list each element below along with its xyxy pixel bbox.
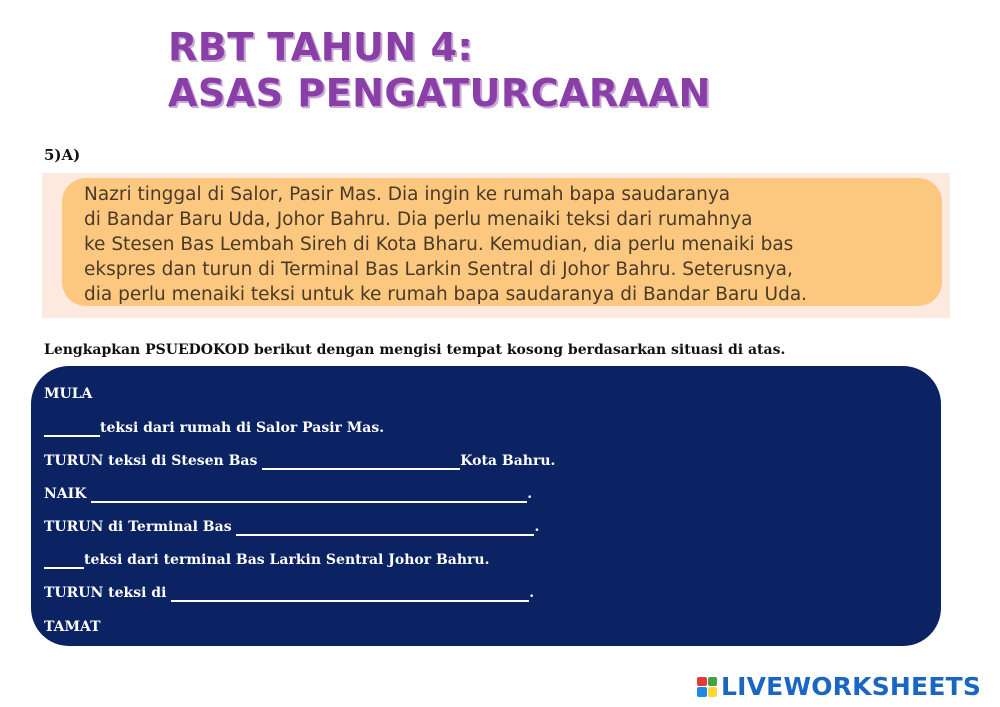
liveworksheets-brand bbox=[697, 672, 981, 701]
blank-input-5[interactable] bbox=[44, 553, 84, 569]
pseudocode-text: teksi dari terminal Bas Larkin Sentral Johor Bahru. bbox=[84, 552, 490, 568]
logo-square bbox=[697, 677, 707, 687]
pseudocode-line-4 bbox=[44, 486, 532, 503]
story-line: dia perlu menaiki teksi untuk ke rumah bapa saudaranya di Bandar Baru Uda. bbox=[84, 284, 808, 305]
pseudocode-text: . bbox=[529, 585, 535, 601]
instruction-text: Lengkapkan PSUEDOKOD berikut dengan mengisi tempat kosong berdasarkan situasi di atas. bbox=[44, 342, 786, 358]
blank-input-6[interactable] bbox=[171, 586, 529, 602]
logo-square bbox=[697, 687, 707, 697]
pseudocode-text: TURUN teksi di Stesen Bas bbox=[44, 453, 263, 469]
logo-square bbox=[708, 677, 718, 687]
logo-square bbox=[708, 687, 718, 697]
pseudocode-text: teksi dari rumah di Salor Pasir Mas. bbox=[100, 420, 385, 436]
liveworksheets-logo-icon bbox=[697, 677, 717, 697]
story-text bbox=[84, 182, 944, 307]
pseudocode-text: NAIK bbox=[44, 486, 92, 502]
pseudocode-text: Kota Bahru. bbox=[460, 453, 556, 469]
story-line: di Bandar Baru Uda, Johor Bahru. Dia perlu menaiki teksi dari rumahnya bbox=[84, 209, 753, 230]
story-line: Nazri tinggal di Salor, Pasir Mas. Dia ingin ke rumah bapa saudaranya bbox=[84, 184, 731, 205]
page-title bbox=[168, 24, 711, 116]
pseudocode-start: MULA bbox=[44, 386, 93, 402]
blank-input-1[interactable] bbox=[44, 421, 100, 437]
title-line-1: RBT TAHUN 4: bbox=[168, 25, 474, 69]
pseudocode-text: TURUN teksi di bbox=[44, 585, 172, 601]
blank-input-4[interactable] bbox=[236, 520, 534, 536]
pseudocode-line-6 bbox=[44, 552, 489, 569]
blank-input-3[interactable] bbox=[91, 487, 527, 503]
pseudocode-line-7 bbox=[44, 585, 534, 602]
brand-name: LIVEWORKSHEETS bbox=[721, 672, 982, 701]
blank-input-2[interactable] bbox=[262, 454, 460, 470]
story-line: ke Stesen Bas Lembah Sireh di Kota Bharu. Kemudian, dia perlu menaiki bas bbox=[84, 234, 794, 255]
pseudocode-text: . bbox=[534, 519, 540, 535]
pseudocode-line-3 bbox=[44, 453, 555, 470]
pseudocode-line-2 bbox=[44, 420, 384, 437]
pseudocode-text: . bbox=[527, 486, 533, 502]
title-line-2: ASAS PENGATURCARAAN bbox=[168, 71, 711, 115]
question-number: 5)A) bbox=[44, 146, 81, 164]
pseudocode-end: TAMAT bbox=[44, 619, 101, 635]
pseudocode-line-5 bbox=[44, 519, 539, 536]
pseudocode-panel bbox=[31, 366, 941, 646]
pseudocode-text: TURUN di Terminal Bas bbox=[44, 519, 237, 535]
story-line: ekspres dan turun di Terminal Bas Larkin Sentral di Johor Bahru. Seterusnya, bbox=[84, 259, 793, 280]
